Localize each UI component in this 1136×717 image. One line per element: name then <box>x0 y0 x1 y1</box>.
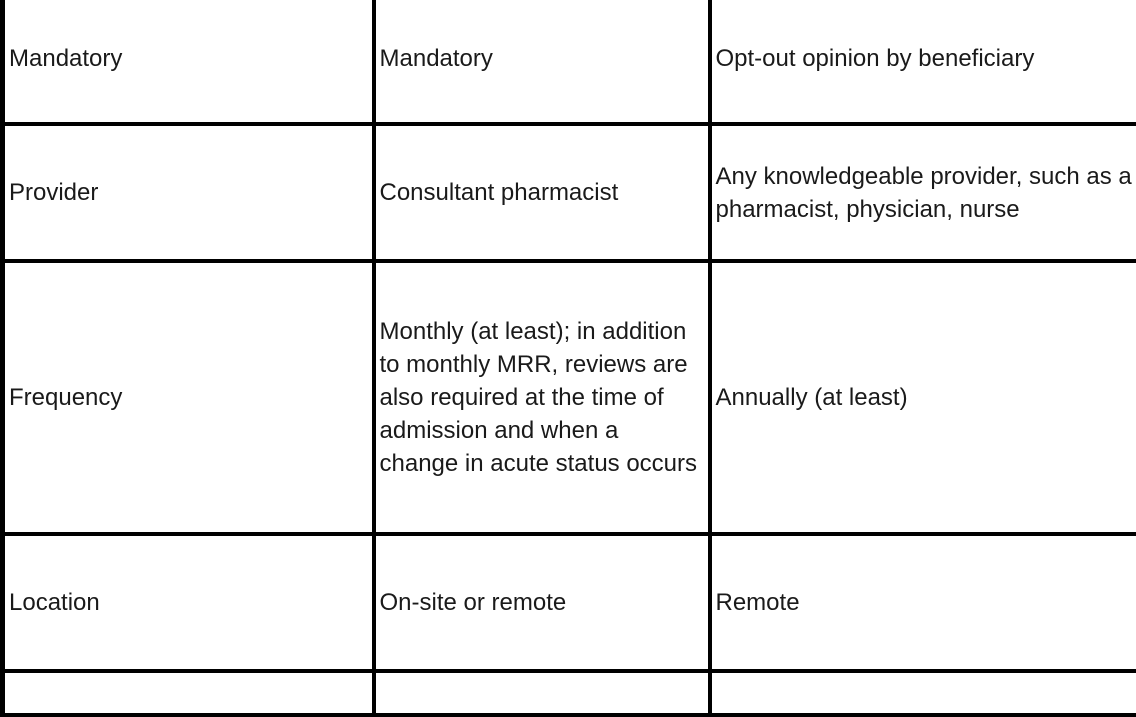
table-row-location <box>3 534 1136 671</box>
table-cell <box>710 0 1136 124</box>
table-cell <box>374 0 710 124</box>
row-label: Provider <box>9 176 368 209</box>
cell-text: Consultant pharmacist <box>380 176 704 209</box>
cell-text: Mandatory <box>380 42 704 75</box>
table-row-frequency <box>3 261 1136 534</box>
table-cell <box>374 534 710 671</box>
table-row-provider <box>3 124 1136 261</box>
cell-text: Any knowledgeable provider, such as a pharmacist, physician, nurse <box>716 160 1133 226</box>
cell-text: Remote <box>716 586 1133 619</box>
table-cell <box>710 671 1136 715</box>
row-label-cell <box>3 671 374 715</box>
row-label-cell <box>3 534 374 671</box>
cell-text: Annually (at least) <box>716 381 1133 414</box>
row-label: Mandatory <box>9 42 368 75</box>
table-cell <box>374 261 710 534</box>
table-cell <box>710 261 1136 534</box>
row-label: Location <box>9 586 368 619</box>
table-cell <box>710 534 1136 671</box>
table-row-partial <box>3 671 1136 715</box>
row-label-cell <box>3 124 374 261</box>
cell-text: Monthly (at least); in addition to monthly MRR, reviews are also required at the time of admission and when a change in acute status occurs <box>380 315 704 480</box>
cell-text: Opt-out opinion by beneficiary <box>716 42 1133 75</box>
table-cell <box>374 671 710 715</box>
table-row-participation <box>3 0 1136 124</box>
row-label: Frequency <box>9 381 368 414</box>
row-label-cell <box>3 261 374 534</box>
cell-text: On-site or remote <box>380 586 704 619</box>
row-label-cell <box>3 0 374 124</box>
table-cell <box>374 124 710 261</box>
table-cell <box>710 124 1136 261</box>
